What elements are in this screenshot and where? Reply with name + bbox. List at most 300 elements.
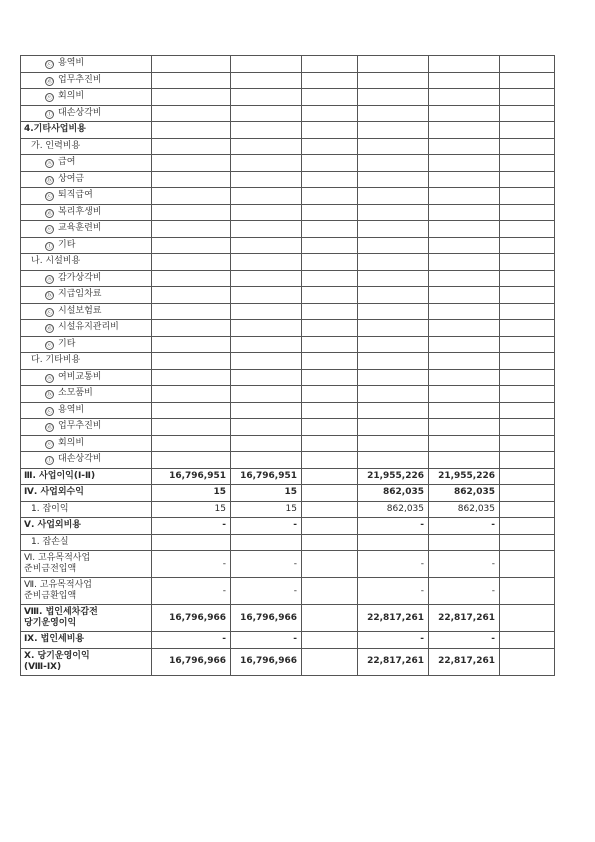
item-marker: ⓐ (46, 160, 53, 168)
value-cell (358, 353, 429, 370)
row-label-cell (21, 237, 152, 254)
row-label: 회의비 (58, 91, 85, 102)
value-cell: - (429, 578, 500, 605)
value-cell: - (231, 518, 302, 535)
value-cell (302, 578, 358, 605)
row-label: 가. 인력비용 (31, 140, 81, 151)
value-cell (302, 303, 358, 320)
value-cell (358, 237, 429, 254)
value-cell (231, 270, 302, 287)
row-label: 용역비 (58, 404, 85, 415)
value-cell (500, 72, 555, 89)
value-cell (500, 270, 555, 287)
value-cell (500, 632, 555, 649)
value-cell (500, 402, 555, 419)
value-cell (152, 89, 231, 106)
financial-statement-table (20, 55, 555, 676)
row-label-cell (21, 122, 152, 139)
value-cell (500, 303, 555, 320)
value-cell (302, 204, 358, 221)
value-cell (500, 221, 555, 238)
value-cell (152, 303, 231, 320)
value-cell (429, 435, 500, 452)
value-cell (302, 485, 358, 502)
value-cell (152, 287, 231, 304)
value-cell (302, 254, 358, 271)
value-cell (429, 320, 500, 337)
value-cell (152, 155, 231, 172)
item-marker: ⓓ (46, 77, 53, 85)
value-cell (429, 270, 500, 287)
row-label: Ⅵ. 고유목적사업 준비금전입액 (24, 553, 91, 574)
value-cell (302, 501, 358, 518)
value-cell (500, 551, 555, 578)
value-cell (358, 320, 429, 337)
item-marker: ⓔ (46, 341, 53, 349)
value-cell (358, 402, 429, 419)
value-cell (358, 336, 429, 353)
table-row (21, 648, 555, 675)
value-cell (358, 138, 429, 155)
row-label: 4.기타사업비용 (24, 124, 86, 135)
table-row (21, 56, 555, 73)
row-label-cell (21, 369, 152, 386)
row-label: 기타 (58, 239, 76, 250)
row-label: 대손상각비 (58, 454, 102, 465)
value-cell (500, 237, 555, 254)
table-row (21, 501, 555, 518)
value-cell (500, 138, 555, 155)
table-row (21, 89, 555, 106)
row-label-cell (21, 204, 152, 221)
table-row (21, 419, 555, 436)
value-cell (231, 402, 302, 419)
value-cell (500, 353, 555, 370)
table-row (21, 435, 555, 452)
row-label-cell (21, 188, 152, 205)
item-marker: ⓑ (46, 391, 53, 399)
value-cell (500, 287, 555, 304)
row-label: 대손상각비 (58, 107, 102, 118)
table-row (21, 138, 555, 155)
value-cell (429, 369, 500, 386)
value-cell (152, 188, 231, 205)
value-cell (429, 138, 500, 155)
value-cell (231, 204, 302, 221)
item-marker: ⓔ (46, 94, 53, 102)
row-label-cell (21, 56, 152, 73)
value-cell (358, 452, 429, 469)
value-cell (358, 105, 429, 122)
row-label-cell (21, 485, 152, 502)
value-cell (500, 155, 555, 172)
value-cell (152, 452, 231, 469)
table-row (21, 188, 555, 205)
value-cell (302, 386, 358, 403)
value-cell: - (358, 518, 429, 535)
value-cell (152, 221, 231, 238)
value-cell (231, 188, 302, 205)
row-label: Ⅶ. 고유목적사업 준비금환입액 (24, 580, 92, 601)
value-cell (302, 287, 358, 304)
value-cell: - (152, 518, 231, 535)
value-cell (500, 171, 555, 188)
row-label: 업무추진비 (58, 421, 102, 432)
value-cell: 16,796,966 (152, 605, 231, 632)
value-cell (302, 221, 358, 238)
row-label-cell (21, 518, 152, 535)
row-label: 시설보험료 (58, 305, 102, 316)
row-label: Ⅴ. 사업외비용 (24, 520, 81, 531)
table-row (21, 221, 555, 238)
row-label-cell (21, 386, 152, 403)
value-cell: - (231, 551, 302, 578)
value-cell (152, 369, 231, 386)
row-label-cell (21, 89, 152, 106)
row-label-cell (21, 648, 152, 675)
value-cell (152, 237, 231, 254)
value-cell (500, 419, 555, 436)
value-cell (231, 72, 302, 89)
row-label-cell (21, 419, 152, 436)
value-cell (302, 518, 358, 535)
value-cell (231, 386, 302, 403)
row-label-cell (21, 402, 152, 419)
item-marker: ⓒ (46, 407, 53, 415)
value-cell: 15 (152, 501, 231, 518)
row-label: 시설유지관리비 (58, 322, 119, 333)
value-cell (429, 402, 500, 419)
row-label-cell (21, 155, 152, 172)
table-row (21, 369, 555, 386)
value-cell (152, 435, 231, 452)
row-label-cell (21, 435, 152, 452)
value-cell (152, 534, 231, 551)
value-cell (152, 419, 231, 436)
value-cell (302, 468, 358, 485)
item-marker: ⓐ (46, 275, 53, 283)
row-label-cell (21, 605, 152, 632)
row-label-cell (21, 270, 152, 287)
value-cell (500, 435, 555, 452)
row-label: 다. 기타비용 (31, 355, 81, 366)
table-row (21, 72, 555, 89)
value-cell (500, 452, 555, 469)
item-marker: ⓒ (46, 308, 53, 316)
value-cell (429, 171, 500, 188)
value-cell (429, 419, 500, 436)
value-cell (358, 534, 429, 551)
table-row (21, 105, 555, 122)
table-row (21, 468, 555, 485)
value-cell (302, 534, 358, 551)
value-cell (302, 551, 358, 578)
value-cell (231, 105, 302, 122)
row-label: Ⅹ. 당기운영이익 (Ⅷ-Ⅸ) (24, 650, 90, 672)
value-cell (500, 336, 555, 353)
row-label-cell (21, 551, 152, 578)
value-cell (500, 386, 555, 403)
value-cell (429, 452, 500, 469)
row-label-cell (21, 632, 152, 649)
item-marker: ⓔ (46, 226, 53, 234)
value-cell (500, 501, 555, 518)
row-label: 회의비 (58, 437, 85, 448)
value-cell (429, 237, 500, 254)
value-cell (152, 353, 231, 370)
value-cell: 16,796,966 (231, 605, 302, 632)
row-label: Ⅲ. 사업이익(Ⅰ-Ⅱ) (24, 470, 96, 481)
value-cell (152, 320, 231, 337)
value-cell: 862,035 (358, 501, 429, 518)
value-cell: - (152, 632, 231, 649)
row-label-cell (21, 534, 152, 551)
value-cell (500, 254, 555, 271)
row-label-cell (21, 320, 152, 337)
value-cell: 15 (152, 485, 231, 502)
value-cell: 862,035 (429, 501, 500, 518)
value-cell (358, 204, 429, 221)
value-cell (358, 188, 429, 205)
value-cell (500, 518, 555, 535)
value-cell (429, 353, 500, 370)
value-cell (358, 303, 429, 320)
value-cell (429, 122, 500, 139)
value-cell (429, 254, 500, 271)
value-cell: - (358, 578, 429, 605)
row-label: 소모품비 (58, 388, 93, 399)
value-cell (429, 72, 500, 89)
row-label: 업무추진비 (58, 74, 102, 85)
value-cell (429, 56, 500, 73)
value-cell: 862,035 (429, 485, 500, 502)
value-cell (302, 270, 358, 287)
table-row (21, 287, 555, 304)
value-cell (231, 534, 302, 551)
table-row (21, 353, 555, 370)
value-cell (302, 56, 358, 73)
value-cell (231, 419, 302, 436)
value-cell: - (231, 632, 302, 649)
row-label: 지급임차료 (58, 289, 102, 300)
value-cell: 21,955,226 (429, 468, 500, 485)
value-cell (231, 353, 302, 370)
value-cell: 15 (231, 485, 302, 502)
table-row (21, 171, 555, 188)
row-label-cell (21, 336, 152, 353)
value-cell (152, 171, 231, 188)
value-cell (302, 188, 358, 205)
value-cell (302, 648, 358, 675)
value-cell (500, 105, 555, 122)
value-cell (302, 320, 358, 337)
value-cell: 16,796,951 (152, 468, 231, 485)
value-cell: 22,817,261 (429, 605, 500, 632)
value-cell (500, 485, 555, 502)
value-cell: 15 (231, 501, 302, 518)
table-row (21, 122, 555, 139)
value-cell (500, 89, 555, 106)
value-cell (358, 221, 429, 238)
value-cell (429, 155, 500, 172)
row-label-cell (21, 501, 152, 518)
table-row (21, 632, 555, 649)
value-cell (358, 56, 429, 73)
value-cell (302, 353, 358, 370)
value-cell (302, 155, 358, 172)
value-cell (429, 105, 500, 122)
table-row (21, 303, 555, 320)
value-cell (302, 632, 358, 649)
value-cell (152, 56, 231, 73)
value-cell (358, 369, 429, 386)
value-cell (500, 534, 555, 551)
value-cell: - (152, 551, 231, 578)
table-row (21, 578, 555, 605)
value-cell: - (231, 578, 302, 605)
value-cell (231, 369, 302, 386)
value-cell (152, 270, 231, 287)
value-cell (429, 336, 500, 353)
value-cell (500, 188, 555, 205)
row-label: 퇴직급여 (58, 190, 93, 201)
value-cell (358, 254, 429, 271)
value-cell (302, 369, 358, 386)
value-cell (429, 287, 500, 304)
row-label-cell (21, 303, 152, 320)
value-cell (231, 287, 302, 304)
value-cell (358, 122, 429, 139)
value-cell (302, 605, 358, 632)
row-label: Ⅳ. 사업외수익 (24, 487, 84, 498)
value-cell (358, 287, 429, 304)
value-cell: - (429, 551, 500, 578)
row-label-cell (21, 138, 152, 155)
table-row (21, 605, 555, 632)
value-cell (358, 435, 429, 452)
item-marker: ⓐ (46, 374, 53, 382)
value-cell: - (429, 518, 500, 535)
table-row (21, 386, 555, 403)
value-cell (231, 89, 302, 106)
value-cell (152, 204, 231, 221)
value-cell (231, 56, 302, 73)
value-cell (302, 452, 358, 469)
row-label: 용역비 (58, 58, 85, 69)
value-cell (429, 303, 500, 320)
table-row (21, 254, 555, 271)
value-cell (302, 122, 358, 139)
value-cell (152, 336, 231, 353)
row-label: Ⅷ. 법인세차감전 당기운영이익 (24, 607, 98, 628)
value-cell (429, 534, 500, 551)
table-row (21, 320, 555, 337)
value-cell (152, 138, 231, 155)
value-cell (231, 171, 302, 188)
value-cell (231, 122, 302, 139)
value-cell (152, 254, 231, 271)
value-cell (302, 171, 358, 188)
table-row (21, 534, 555, 551)
row-label: 1. 잡손실 (31, 536, 69, 547)
row-label-cell (21, 353, 152, 370)
item-marker: ⓒ (46, 61, 53, 69)
row-label-cell (21, 105, 152, 122)
value-cell (500, 122, 555, 139)
table-row (21, 155, 555, 172)
value-cell (500, 320, 555, 337)
value-cell (429, 386, 500, 403)
table-row (21, 336, 555, 353)
row-label: 기타 (58, 338, 76, 349)
value-cell: - (358, 551, 429, 578)
row-label-cell (21, 254, 152, 271)
table-row (21, 402, 555, 419)
table-row (21, 518, 555, 535)
table-row (21, 270, 555, 287)
value-cell: - (152, 578, 231, 605)
value-cell: 16,796,966 (231, 648, 302, 675)
value-cell (231, 320, 302, 337)
item-marker: ⓑ (46, 176, 53, 184)
value-cell (231, 254, 302, 271)
value-cell (231, 138, 302, 155)
value-cell: - (429, 632, 500, 649)
value-cell (429, 204, 500, 221)
row-label: 1. 잡이익 (31, 503, 69, 514)
item-marker: ⓓ (46, 325, 53, 333)
row-label-cell (21, 578, 152, 605)
value-cell (358, 171, 429, 188)
row-label: 급여 (58, 157, 76, 168)
row-label-cell (21, 287, 152, 304)
value-cell (500, 605, 555, 632)
row-label: 상여금 (58, 173, 85, 184)
item-marker: ⓒ (46, 193, 53, 201)
item-marker: ⓑ (46, 292, 53, 300)
row-label: Ⅸ. 법인세비용 (24, 634, 85, 645)
table-row (21, 551, 555, 578)
value-cell (429, 89, 500, 106)
value-cell: 16,796,966 (152, 648, 231, 675)
row-label: 복리후생비 (58, 206, 102, 217)
value-cell (152, 105, 231, 122)
value-cell (500, 204, 555, 221)
value-cell (358, 386, 429, 403)
value-cell (500, 369, 555, 386)
value-cell (358, 89, 429, 106)
item-marker: ⓓ (46, 209, 53, 217)
value-cell (500, 468, 555, 485)
value-cell (231, 303, 302, 320)
value-cell (231, 155, 302, 172)
item-marker: ⓔ (46, 440, 53, 448)
value-cell (231, 221, 302, 238)
value-cell (152, 72, 231, 89)
value-cell (302, 105, 358, 122)
row-label-cell (21, 171, 152, 188)
row-label-cell (21, 72, 152, 89)
value-cell (302, 89, 358, 106)
table-body (21, 56, 555, 676)
table-row (21, 204, 555, 221)
value-cell (302, 402, 358, 419)
value-cell: 22,817,261 (429, 648, 500, 675)
value-cell (500, 648, 555, 675)
value-cell (429, 188, 500, 205)
value-cell (429, 221, 500, 238)
value-cell (302, 138, 358, 155)
